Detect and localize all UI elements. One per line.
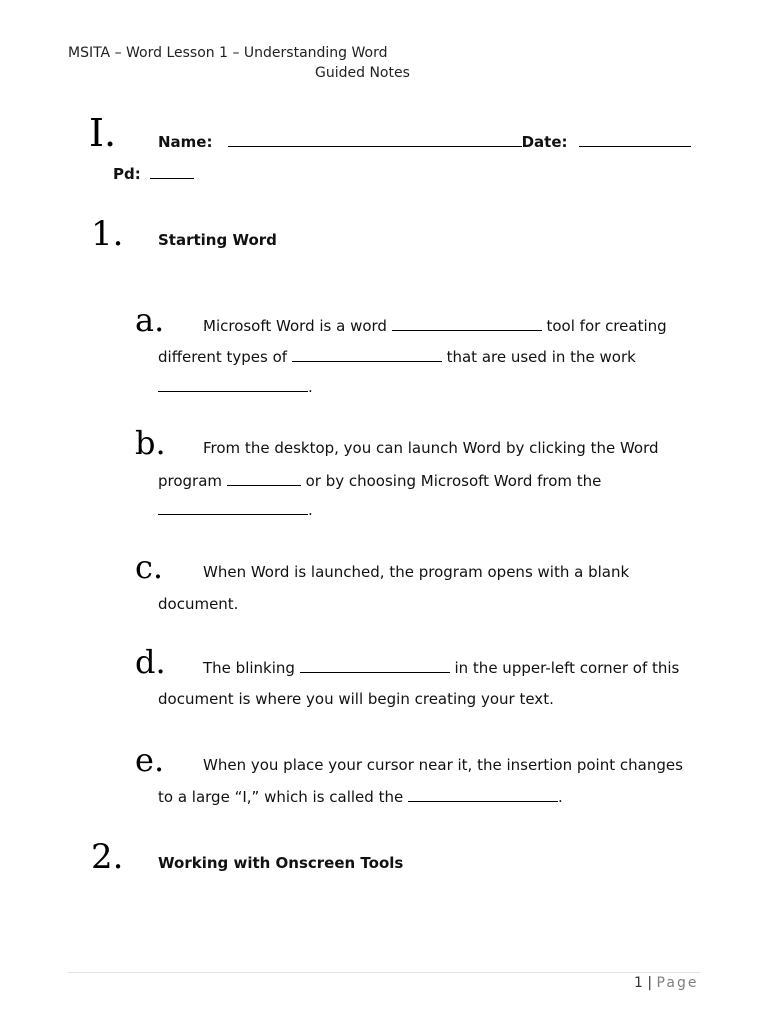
page-number: 1 xyxy=(634,975,643,991)
page-footer xyxy=(634,975,698,991)
item-a-text: that are used in the work xyxy=(446,348,636,366)
period-row xyxy=(113,164,194,183)
section-1-title: Starting Word xyxy=(158,231,277,249)
item-a-blank-1[interactable] xyxy=(392,316,542,331)
item-d-text: The blinking xyxy=(203,659,295,677)
item-a-line-2 xyxy=(158,347,636,366)
footer-divider xyxy=(68,972,700,973)
header-line-2: Guided Notes xyxy=(315,65,410,81)
item-a-line-1 xyxy=(203,316,667,335)
item-d-blank-1[interactable] xyxy=(300,658,450,673)
section-2-title: Working with Onscreen Tools xyxy=(158,854,404,872)
item-a-text: different types of xyxy=(158,348,288,366)
roman-marker: I. xyxy=(89,111,117,155)
date-label: Date: xyxy=(521,133,568,151)
item-a-text: Microsoft Word is a word xyxy=(203,317,387,335)
item-d-line-1 xyxy=(203,658,679,677)
item-b-marker: b. xyxy=(135,424,166,462)
item-b-blank-1[interactable] xyxy=(227,471,301,486)
item-c-line-1: When Word is launched, the program opens with a blank xyxy=(203,563,630,581)
item-c-marker: c. xyxy=(135,548,164,586)
header-line-1: MSITA – Word Lesson 1 – Understanding Word xyxy=(68,45,388,61)
item-b-text: program xyxy=(158,472,223,490)
item-e-text: to a large “I,” which is called the xyxy=(158,788,404,806)
item-b-text: or by choosing Microsoft Word from the xyxy=(305,472,602,490)
name-date-row xyxy=(158,132,691,151)
item-b-text: . xyxy=(308,501,313,519)
pd-label: Pd: xyxy=(113,165,141,183)
item-b-line-1: From the desktop, you can launch Word by clicking the Word xyxy=(203,439,659,457)
item-e-line-2 xyxy=(158,787,563,806)
date-blank[interactable] xyxy=(579,132,691,147)
item-e-marker: e. xyxy=(135,741,165,779)
item-a-blank-2[interactable] xyxy=(292,347,442,362)
item-e-text: . xyxy=(557,788,563,806)
page-separator: | xyxy=(647,975,653,991)
item-b-line-2 xyxy=(158,471,601,490)
item-c-line-2: document. xyxy=(158,595,239,613)
item-e-line-1: When you place your cursor near it, the insertion point changes xyxy=(203,756,683,774)
section-1-marker: 1. xyxy=(91,214,124,254)
item-a-text: tool for creating xyxy=(546,317,667,335)
section-2-marker: 2. xyxy=(91,837,124,877)
name-blank[interactable] xyxy=(228,132,522,147)
item-e-blank-1[interactable] xyxy=(408,787,558,802)
item-a-marker: a. xyxy=(135,301,165,339)
item-b-blank-2[interactable] xyxy=(158,500,308,515)
item-d-line-2: document is where you will begin creating your text. xyxy=(158,690,554,708)
pd-blank[interactable] xyxy=(150,164,194,179)
name-label: Name: xyxy=(158,133,213,151)
page-label: Page xyxy=(656,975,699,991)
item-a-line-3 xyxy=(158,377,313,396)
item-d-marker: d. xyxy=(135,643,166,681)
item-a-text: . xyxy=(308,378,313,396)
item-d-text: in the upper-left corner of this xyxy=(454,659,680,677)
item-a-blank-3[interactable] xyxy=(158,377,308,392)
item-b-line-3 xyxy=(158,500,313,519)
